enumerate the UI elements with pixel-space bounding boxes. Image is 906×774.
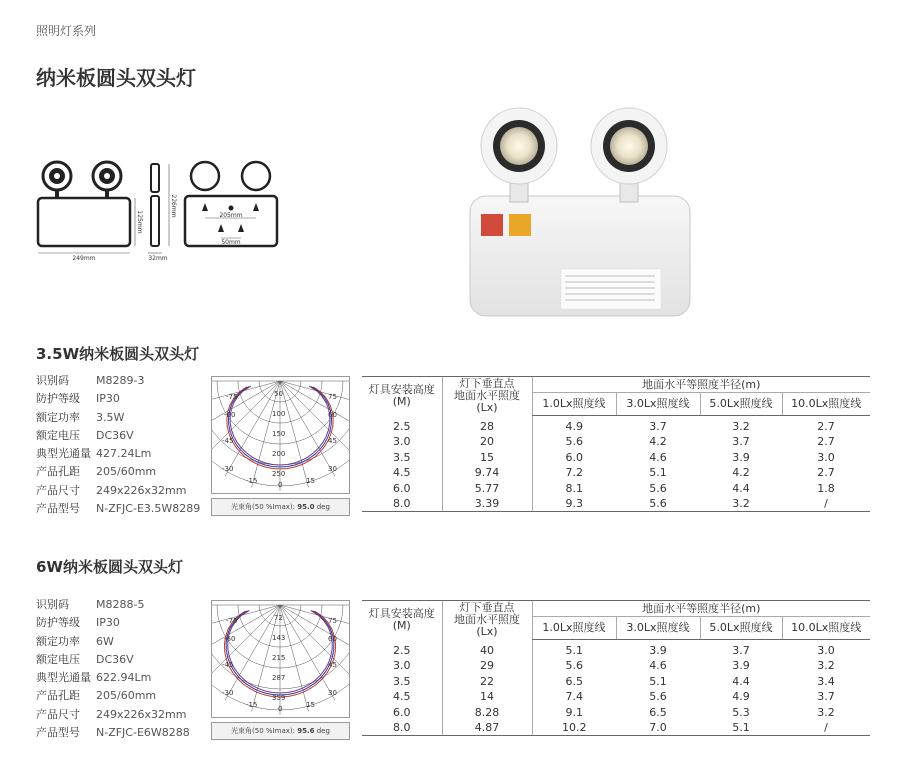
ring-label: 143 (272, 634, 286, 642)
table-cell: 40 (442, 640, 532, 659)
angle-label: 45 (328, 661, 337, 669)
angle-label: 15 (306, 701, 315, 709)
header-lux-unit: (Lx) (476, 625, 498, 639)
header-height-label: 灯具安装高度 (368, 383, 435, 397)
angle-label: -30 (222, 689, 234, 697)
spec-row (36, 596, 190, 614)
beam-angle-unit: deg (316, 503, 330, 511)
table-cell: 4.5 (393, 466, 411, 480)
spec-key: 额定电压 (36, 428, 80, 442)
table-cell: 3.9 (732, 659, 750, 673)
subheader-1lx: 1.0Lx照度线 (532, 393, 616, 416)
spec-row (36, 372, 200, 390)
ring-label: 100 (272, 410, 286, 418)
spec-value: 205/60mm (96, 465, 157, 479)
table-row (362, 689, 870, 704)
spec-key: 产品尺寸 (36, 483, 80, 497)
subheader-5lx: 5.0Lx照度线 (700, 617, 782, 640)
table-cell: 28 (442, 416, 532, 435)
table-row (362, 481, 870, 496)
table-cell: 3.0 (817, 450, 835, 464)
spec-value: IP30 (96, 392, 120, 406)
angle-label: 30 (328, 465, 337, 473)
beam-angle-unit: deg (316, 727, 330, 735)
subheader-3lx: 3.0Lx照度线 (616, 617, 700, 640)
spec-key: 防护等级 (36, 392, 80, 406)
spec-key: 额定功率 (36, 634, 80, 648)
angle-label: 15 (306, 477, 315, 485)
table-cell: / (782, 720, 870, 736)
spec-value: 249x226x32mm (96, 707, 187, 721)
polar-spoke (212, 605, 280, 633)
spec-key: 识别码 (36, 598, 69, 611)
dim-width-label: 249mm (72, 255, 96, 262)
table-cell: 3.7 (649, 420, 667, 433)
table-cell: 22 (442, 674, 532, 689)
angle-label: 30 (328, 689, 337, 697)
table-cell: 2.7 (817, 435, 835, 449)
table-cell: 7.0 (616, 720, 700, 736)
table-cell: 2.5 (393, 419, 411, 433)
table-cell: 9.3 (532, 496, 616, 512)
dimension-drawing (34, 156, 290, 266)
spec-key: 典型光通量 (36, 671, 91, 685)
table-cell: 3.7 (732, 435, 750, 449)
angle-label: -15 (246, 701, 258, 709)
subheader-1lx: 1.0Lx照度线 (532, 617, 616, 640)
header-lux-line2: 地面水平照度 (454, 613, 520, 627)
table-cell: 9.1 (532, 705, 616, 720)
table-row (362, 450, 870, 465)
table-cell: 20 (442, 434, 532, 449)
dim-hole-spacing-label: 205mm (219, 212, 243, 219)
header-lux (442, 601, 532, 640)
ring-label: 72 (274, 614, 283, 622)
spec-value: 249x226x32mm (96, 483, 187, 497)
table-cell: 4.2 (649, 435, 667, 449)
table-cell: 4.87 (442, 720, 532, 736)
ring-label: 215 (272, 654, 286, 662)
table-cell: 5.3 (732, 705, 750, 719)
header-radius: 地面水平等照度半径(m) (532, 601, 870, 617)
page-title: 纳米板圆头双头灯 (36, 66, 196, 90)
table-cell: 4.6 (649, 450, 667, 464)
table-cell: 5.6 (649, 481, 667, 495)
spec-row (36, 614, 190, 632)
dim-hole-small-label: 50mm (221, 239, 241, 246)
table-cell: 5.6 (532, 434, 616, 449)
table-cell: 3.39 (442, 496, 532, 512)
spec-row (36, 687, 190, 705)
spec-value: 6W (96, 634, 114, 648)
polar-svg (212, 377, 349, 493)
table-cell: 3.0 (393, 659, 411, 673)
table-cell: 5.6 (649, 690, 667, 704)
spec-list-3-5w (36, 372, 200, 518)
spec-key: 产品孔距 (36, 689, 80, 703)
table-cell: 6.0 (532, 450, 616, 465)
spec-key: 额定功率 (36, 410, 80, 424)
spec-value: DC36V (96, 428, 134, 442)
spec-key: 典型光通量 (36, 447, 91, 461)
table-cell: 3.9 (732, 450, 750, 464)
angle-label: -60 (224, 635, 236, 643)
angle-label: -60 (224, 411, 236, 419)
subheader-10lx: 10.0Lx照度线 (782, 617, 870, 640)
table-cell: 5.6 (532, 658, 616, 673)
spec-key: 防护等级 (36, 616, 80, 630)
table-cell: 5.1 (700, 720, 782, 736)
angle-label: -15 (246, 477, 258, 485)
table-cell: 1.8 (817, 481, 835, 495)
spec-value: IP30 (96, 616, 120, 630)
polar-diagram-6w (211, 600, 350, 718)
angle-label: -75 (226, 393, 238, 401)
beam-angle-value: 95.6 (297, 727, 315, 735)
beam-angle-box-6w (211, 722, 350, 740)
table-cell: 6.5 (532, 674, 616, 689)
ring-label: 200 (272, 450, 286, 458)
header-height-unit: (M) (392, 619, 411, 633)
angle-label: 75 (328, 393, 337, 401)
angle-label: 0 (278, 705, 283, 713)
angle-label: 75 (328, 617, 337, 625)
beam-angle-prefix: 光束角(50 %Imax): (231, 727, 295, 735)
table-cell: 7.2 (532, 465, 616, 480)
spec-value: M8288-5 (96, 598, 145, 611)
spec-row (36, 633, 190, 651)
table-cell: 3.4 (817, 674, 835, 688)
section-title-6w: 6W纳米板圆头双头灯 (36, 558, 183, 576)
header-lux-unit: (Lx) (476, 401, 498, 415)
spec-row (36, 651, 190, 669)
header-radius: 地面水平等照度半径(m) (532, 377, 870, 393)
table-cell: 29 (442, 658, 532, 673)
ring-label: 250 (272, 470, 286, 478)
table-row (362, 496, 870, 512)
spec-value: M8289-3 (96, 374, 145, 387)
spec-list-6w (36, 596, 190, 742)
angle-label: -45 (222, 437, 234, 445)
spec-row (36, 463, 200, 481)
spec-value: 205/60mm (96, 689, 157, 703)
spec-value: DC36V (96, 652, 134, 666)
table-cell: 5.77 (442, 481, 532, 496)
spec-row (36, 409, 200, 427)
spec-row (36, 390, 200, 408)
illuminance-table-6w (362, 600, 870, 736)
dim-depth-label: 32mm (148, 255, 168, 262)
dim-height-label: 226mm (170, 194, 177, 218)
table-row (362, 705, 870, 720)
table-cell: 14 (442, 689, 532, 704)
spec-key: 产品孔距 (36, 465, 80, 479)
spec-value: 3.5W (96, 410, 125, 424)
spec-row (36, 724, 190, 742)
angle-label: 60 (328, 635, 337, 643)
table-cell: 8.28 (442, 705, 532, 720)
spec-value: 427.24Lm (96, 447, 152, 461)
angle-label: -75 (226, 617, 238, 625)
table-cell: 3.9 (649, 644, 667, 657)
spec-value: N-ZFJC-E3.5W8289 (96, 502, 201, 516)
subheader-3lx: 3.0Lx照度线 (616, 393, 700, 416)
spec-row (36, 482, 200, 500)
dim-body-height-label: 125mm (136, 210, 143, 234)
table-cell: 3.5 (393, 674, 411, 688)
table-row (362, 434, 870, 449)
spec-key: 产品型号 (36, 502, 80, 516)
table-row (362, 720, 870, 736)
spec-key: 产品型号 (36, 726, 80, 740)
table-cell: 3.2 (817, 705, 835, 719)
table-cell: / (782, 496, 870, 512)
table-cell: 5.1 (649, 674, 667, 688)
table-cell: 7.4 (532, 689, 616, 704)
spec-key: 额定电压 (36, 652, 80, 666)
table-cell: 15 (442, 450, 532, 465)
ring-label: 150 (272, 430, 286, 438)
table-cell: 9.74 (442, 465, 532, 480)
table-row (362, 640, 870, 659)
table-cell: 4.5 (393, 690, 411, 704)
table-cell: 3.7 (732, 644, 750, 657)
header-lux-line2: 地面水平照度 (454, 389, 520, 403)
table-cell: 8.1 (532, 481, 616, 496)
angle-label: -45 (222, 661, 234, 669)
table-cell: 4.6 (649, 659, 667, 673)
table-cell: 10.2 (532, 720, 616, 736)
table-cell: 5.1 (649, 466, 667, 480)
header-height-label: 灯具安装高度 (368, 607, 435, 621)
illuminance-table-3-5w (362, 376, 870, 512)
table-cell: 5.1 (532, 640, 616, 659)
table-row (362, 674, 870, 689)
spec-row (36, 669, 190, 687)
table-cell: 6.5 (649, 705, 667, 719)
beam-angle-value: 95.0 (297, 503, 315, 511)
table-cell: 2.7 (817, 466, 835, 480)
header-lux-line1: 灯下垂直点 (459, 377, 515, 391)
table-cell: 4.9 (732, 690, 750, 704)
table-cell: 8.0 (362, 496, 442, 512)
table-cell: 2.5 (393, 643, 411, 657)
header-height (362, 601, 442, 640)
series-label: 照明灯系列 (36, 24, 97, 38)
beam-angle-prefix: 光束角(50 %Imax): (231, 503, 295, 511)
table-cell: 3.0 (393, 435, 411, 449)
polar-svg (212, 601, 349, 717)
table-cell: 4.4 (732, 674, 750, 688)
header-height-unit: (M) (392, 395, 411, 409)
spec-row (36, 445, 200, 463)
angle-label: 45 (328, 437, 337, 445)
table-cell: 3.2 (817, 659, 835, 673)
spec-row (36, 500, 200, 518)
table-row (362, 416, 870, 435)
header-height (362, 377, 442, 416)
table-cell: 3.2 (732, 420, 750, 433)
table-cell: 3.0 (817, 644, 835, 657)
spec-value: N-ZFJC-E6W8288 (96, 726, 190, 740)
table-cell: 3.2 (700, 496, 782, 512)
spec-value: 622.94Lm (96, 671, 152, 685)
table-cell: 5.6 (616, 496, 700, 512)
table-cell: 3.7 (817, 690, 835, 704)
ring-label: 50 (274, 390, 283, 398)
angle-label: 60 (328, 411, 337, 419)
spec-key: 产品尺寸 (36, 707, 80, 721)
product-photo (465, 104, 695, 324)
polar-spoke (212, 381, 280, 409)
table-cell: 2.7 (817, 420, 835, 433)
table-cell: 4.4 (732, 481, 750, 495)
polar-spoke (212, 605, 280, 660)
spec-row (36, 427, 200, 445)
table-cell: 4.9 (532, 416, 616, 435)
beam-angle-box-3-5w (211, 498, 350, 516)
spec-key: 识别码 (36, 374, 69, 387)
header-lux (442, 377, 532, 416)
ring-label: 287 (272, 674, 286, 682)
table-row (362, 658, 870, 673)
table-cell: 6.0 (393, 481, 411, 495)
polar-diagram-3-5w (211, 376, 350, 494)
subheader-10lx: 10.0Lx照度线 (782, 393, 870, 416)
spec-row (36, 706, 190, 724)
table-row (362, 465, 870, 480)
angle-label: -30 (222, 465, 234, 473)
angle-label: 0 (278, 481, 283, 489)
section-title-3-5w: 3.5W纳米板圆头双头灯 (36, 345, 200, 363)
ring-label: 359 (272, 694, 286, 702)
table-cell: 8.0 (362, 720, 442, 736)
table-cell: 6.0 (393, 705, 411, 719)
table-cell: 3.5 (393, 450, 411, 464)
subheader-5lx: 5.0Lx照度线 (700, 393, 782, 416)
header-lux-line1: 灯下垂直点 (459, 601, 515, 615)
table-cell: 4.2 (732, 466, 750, 480)
